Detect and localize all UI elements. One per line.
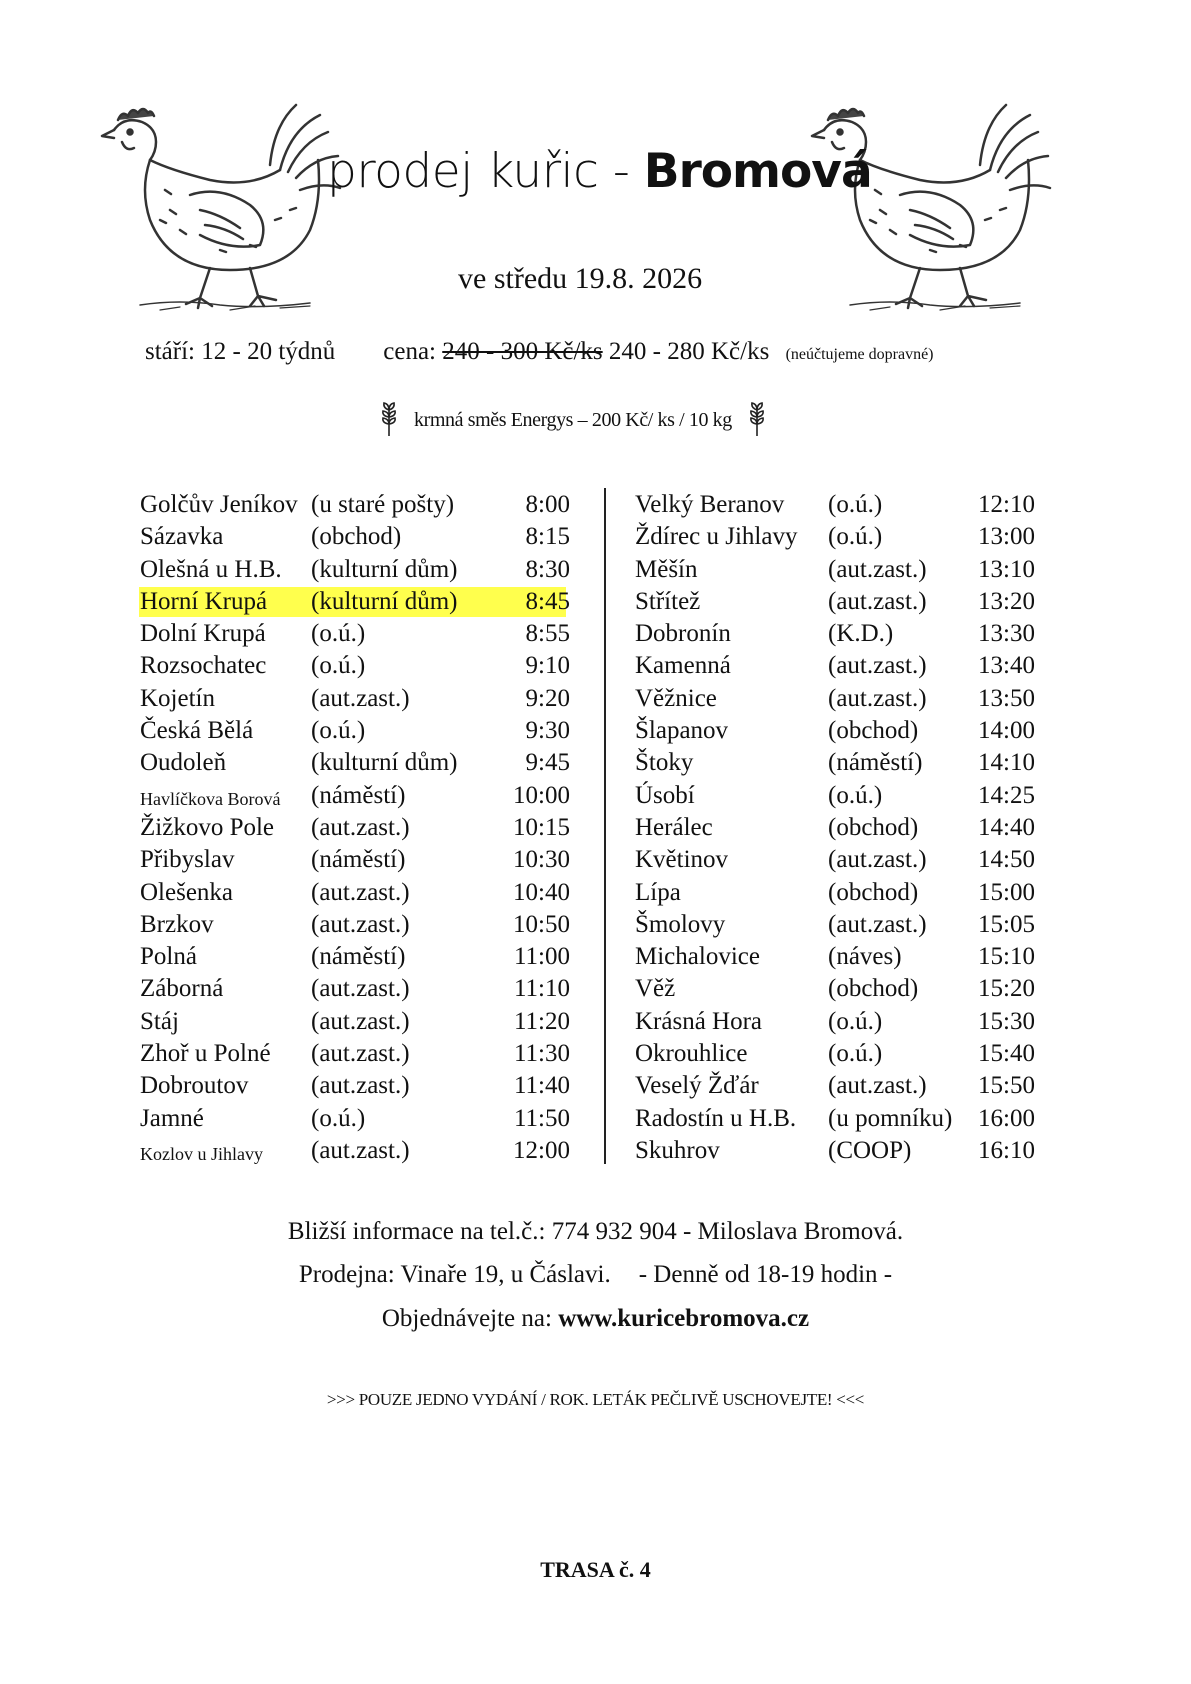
contact-phone-line: Bližší informace na tel.č.: 774 932 904 - Miloslava Bromová. [287,1218,904,1245]
stop-place: Záborná [140,975,224,1003]
stop-place: Havlíčkova Borová [140,788,281,809]
schedule-row [635,618,1035,650]
stop-time: 16:00 [978,1104,1035,1132]
stop-time: 15:10 [978,943,1035,971]
stop-place: Oudoleň [140,749,227,777]
stop-place: Žižkovo Pole [140,813,275,841]
schedule-row [635,650,1035,682]
stop-place: Herálec [635,813,713,841]
stop-place: Brzkov [140,910,214,938]
schedule-row [635,1103,1035,1135]
stop-time: 8:55 [525,620,570,648]
stop-place: Rozsochatec [140,652,267,680]
stop-time: 11:00 [513,943,570,971]
stop-place: Veselý Žďár [635,1072,759,1100]
stop-place: Věžnice [635,684,717,712]
title-light: prodej kuřic - [327,144,644,199]
stop-place: Měšín [635,555,698,583]
schedule-row [140,618,570,650]
schedule-left-column [140,489,570,1167]
stop-time: 11:50 [513,1104,570,1132]
stop-place: Květinov [635,846,729,874]
schedule-row [635,1006,1035,1038]
stop-spot: (aut.zast.) [828,652,927,680]
stop-spot: (obchod) [311,523,402,551]
schedule-row [635,489,1035,521]
stop-place: Dobronín [635,620,731,648]
schedule-row [635,909,1035,941]
stop-spot: (obchod) [828,975,919,1003]
stop-time: 11:40 [513,1072,570,1100]
stop-spot: (náves) [828,943,902,971]
stop-time: 13:10 [978,555,1035,583]
schedule-row [140,780,570,812]
wheat-icon [746,402,768,438]
stop-time: 10:00 [513,781,570,809]
stop-time: 15:05 [978,910,1035,938]
stop-place: Kozlov u Jihlavy [140,1143,263,1164]
stop-time: 10:40 [513,878,570,906]
stop-spot: (COOP) [828,1136,912,1164]
stop-spot: (obchod) [828,717,919,745]
stop-place: Šmolovy [635,910,726,938]
schedule-right-column [635,489,1035,1167]
stop-time: 14:40 [978,813,1035,841]
stop-place: Střítež [635,587,701,615]
stop-spot: (kulturní dům) [311,749,458,777]
stop-time: 13:20 [978,587,1035,615]
hen-illustration-left [100,100,345,315]
stop-time: 9:30 [525,717,570,745]
stop-spot: (aut.zast.) [828,1072,927,1100]
stop-spot: (náměstí) [311,781,406,809]
stop-place: Přibyslav [140,846,235,874]
stop-spot: (aut.zast.) [311,684,410,712]
feed-text: krmná směs Energys – 200 Kč/ ks / 10 kg [414,408,732,431]
stop-place: Dobroutov [140,1072,249,1100]
stop-spot: (aut.zast.) [311,1136,410,1164]
stop-place: Michalovice [635,943,760,971]
stop-time: 12:00 [513,1136,570,1164]
stop-time: 15:30 [978,1007,1035,1035]
stop-time: 8:00 [525,491,570,518]
stop-time: 8:15 [525,523,570,551]
stop-time: 14:50 [978,846,1035,874]
order-web-line [0,1305,1191,1333]
column-divider [604,488,606,1164]
stop-place: Velký Beranov [635,491,785,518]
schedule-row [140,1006,570,1038]
schedule-row [140,554,570,586]
stop-place: Ždírec u Jihlavy [635,523,798,551]
web-url[interactable]: www.kuricebromova.cz [558,1305,810,1332]
schedule-row [635,812,1035,844]
stop-spot: (o.ú.) [311,620,366,648]
hen-illustration-right [810,100,1055,315]
schedule-row [140,1135,570,1167]
stop-place: Olešná u H.B. [140,555,282,583]
stop-spot: (obchod) [828,813,919,841]
schedule-row [635,877,1035,909]
stop-time: 8:45 [525,587,570,615]
stop-place: Kojetín [140,684,215,712]
stop-time: 10:15 [513,813,570,841]
stop-spot: (o.ú.) [311,1104,366,1132]
wheat-icon [378,402,400,438]
stop-place: Štoky [635,749,694,777]
stop-place: Skuhrov [635,1136,720,1164]
schedule-row [635,715,1035,747]
title-bold: Bromová [643,144,872,199]
schedule-row [635,683,1035,715]
stop-time: 14:10 [978,749,1035,777]
sale-date: ve středu 19.8. 2026 [458,262,703,295]
shop-line [0,1261,1191,1289]
stop-spot: (obchod) [828,878,919,906]
stop-time: 10:30 [513,846,570,874]
stop-place: Polná [140,943,197,971]
stop-time: 9:20 [525,684,570,712]
stop-spot: (aut.zast.) [311,1040,410,1068]
stop-time: 10:50 [513,910,570,938]
page-title [327,144,872,199]
stop-time: 9:45 [525,749,570,777]
stop-place: Horní Krupá [140,587,268,615]
shop-hours: - Denně od 18-19 hodin - [638,1261,893,1288]
stop-spot: (náměstí) [311,846,406,874]
stop-place: Úsobí [635,781,695,809]
stop-time: 13:30 [978,620,1035,648]
schedule-row [140,650,570,682]
schedule-row [635,1038,1035,1070]
stop-time: 16:10 [978,1136,1035,1164]
stop-time: 15:20 [978,975,1035,1003]
schedule-row [635,1070,1035,1102]
schedule-row [635,521,1035,553]
stop-spot: (náměstí) [311,943,406,971]
stop-place: Radostín u H.B. [635,1104,797,1132]
stop-time: 13:50 [978,684,1035,712]
stop-spot: (aut.zast.) [311,1072,410,1100]
schedule-row [635,554,1035,586]
stop-spot: (aut.zast.) [311,910,410,938]
notice-line: >>> POUZE JEDNO VYDÁNÍ / ROK. LETÁK PEČLIVĚ USCHOVEJTE! <<< [326,1390,865,1409]
web-label: Objednávejte na: [381,1305,552,1332]
stop-time: 8:30 [525,555,570,583]
stop-time: 11:20 [513,1007,570,1035]
stop-time: 14:00 [978,717,1035,745]
schedule-row [140,715,570,747]
stop-spot: (aut.zast.) [311,878,410,906]
schedule-row [635,941,1035,973]
new-price: 240 - 280 Kč/ks [608,338,770,365]
stop-spot: (u staré pošty) [311,491,455,518]
stop-time: 12:10 [978,491,1035,518]
stop-time: 15:40 [978,1040,1035,1068]
old-price: 240 - 300 Kč/ks [442,338,603,365]
age-range: stáří: 12 - 20 týdnů [145,338,336,365]
stop-spot: (o.ú.) [828,491,883,518]
stop-place: Okrouhlice [635,1040,748,1068]
stop-time: 13:40 [978,652,1035,680]
stop-time: 14:25 [978,781,1035,809]
schedule-row [140,1070,570,1102]
schedule-row [140,973,570,1005]
schedule-row [635,844,1035,876]
age-price-line [145,338,934,366]
stop-place: Kamenná [635,652,731,680]
stop-time: 9:10 [525,652,570,680]
stop-time: 15:50 [978,1072,1035,1100]
stop-place: Olešenka [140,878,234,906]
stop-place: Šlapanov [635,717,729,745]
schedule-row [140,1038,570,1070]
schedule-row [140,909,570,941]
stop-place: Lípa [635,878,681,906]
schedule-row [140,812,570,844]
schedule-row [635,1135,1035,1167]
stop-spot: (aut.zast.) [311,975,410,1003]
feed-line [378,402,768,438]
schedule-row [140,1103,570,1135]
stop-place: Sázavka [140,523,224,551]
stop-spot: (kulturní dům) [311,587,458,615]
stop-place: Krásná Hora [635,1007,763,1035]
stop-spot: (o.ú.) [311,652,366,680]
schedule-row [140,586,570,618]
stop-spot: (u pomníku) [828,1104,953,1132]
stop-spot: (o.ú.) [828,781,883,809]
stop-spot: (o.ú.) [828,1040,883,1068]
schedule-row [140,683,570,715]
stop-time: 11:30 [513,1040,570,1068]
stop-spot: (aut.zast.) [828,587,927,615]
schedule-row [140,747,570,779]
price-label: cena: [383,338,436,365]
stop-spot: (aut.zast.) [311,813,410,841]
schedule-row [140,877,570,909]
stop-spot: (aut.zast.) [828,555,927,583]
stop-time: 15:00 [978,878,1035,906]
schedule-row [140,489,570,521]
stop-time: 13:00 [978,523,1035,551]
stop-spot: (o.ú.) [828,523,883,551]
stop-place: Zhoř u Polné [140,1040,271,1068]
shop-address: Prodejna: Vinaře 19, u Čáslavi. [298,1261,611,1288]
stop-place: Jamné [140,1104,204,1132]
schedule-row [140,521,570,553]
stop-spot: (aut.zast.) [828,910,927,938]
schedule-row [635,973,1035,1005]
stop-time: 11:10 [513,975,570,1003]
stop-place: Česká Bělá [140,717,254,745]
stop-spot: (kulturní dům) [311,555,458,583]
stop-spot: (o.ú.) [828,1007,883,1035]
stop-place: Stáj [140,1007,179,1035]
stop-spot: (aut.zast.) [828,684,927,712]
stop-spot: (K.D.) [828,620,894,648]
schedule-row [635,780,1035,812]
route-number: TRASA č. 4 [540,1557,651,1582]
stop-spot: (aut.zast.) [828,846,927,874]
stop-spot: (o.ú.) [311,717,366,745]
schedule-row [140,941,570,973]
schedule-row [140,844,570,876]
stop-spot: (aut.zast.) [311,1007,410,1035]
schedule-row [635,586,1035,618]
schedule-row [635,747,1035,779]
stop-place: Golčův Jeníkov [140,491,298,518]
transport-note: (neúčtujeme dopravné) [785,346,934,363]
stop-place: Dolní Krupá [140,620,266,648]
stop-place: Věž [635,975,676,1003]
stop-spot: (náměstí) [828,749,923,777]
